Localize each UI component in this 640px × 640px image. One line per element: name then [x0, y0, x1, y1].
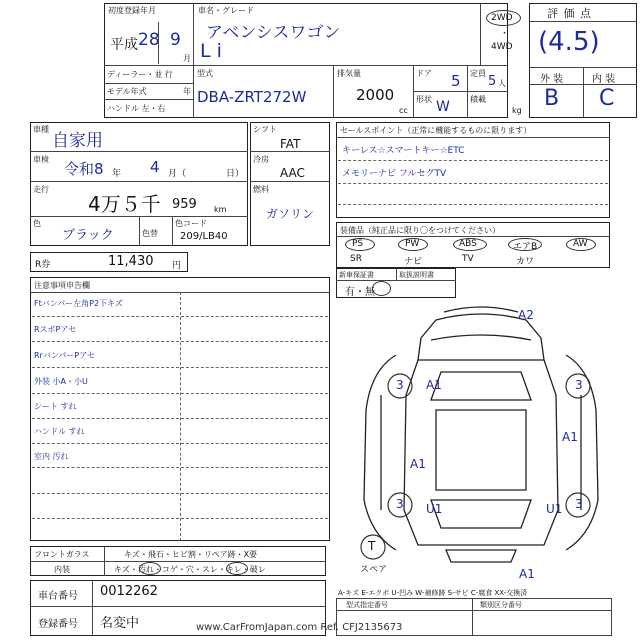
- interior-cond-label: 内装: [54, 565, 70, 574]
- score-value: (4.5): [538, 27, 600, 57]
- note-3: RrバンパーPアセ: [34, 351, 96, 360]
- car-name: アベンシスワゴン: [206, 23, 341, 43]
- displacement: 2000: [356, 86, 395, 104]
- selling-label: セールスポイント（正常に機能するものに限ります）: [340, 126, 532, 135]
- reg-number: 名変中: [100, 616, 140, 631]
- fuel: ガソリン: [266, 207, 315, 221]
- interior-cond-options: キズ・汚れ・コゲ・穴・スレ・キレ・破レ: [114, 565, 266, 574]
- damage-right-rear: U1: [546, 502, 563, 516]
- equip-leather: カワ: [516, 257, 535, 267]
- tire-rl: 3: [396, 497, 404, 511]
- equip-ps: PS: [352, 239, 364, 249]
- load-label: 積載: [470, 95, 486, 104]
- yen-unit: 円: [172, 261, 182, 271]
- equip-abs: ABS: [459, 239, 477, 249]
- handle-label: ハンドル 左・右: [107, 104, 166, 113]
- inspection-era: 令和8: [64, 160, 104, 178]
- recycle-label: R券: [35, 260, 51, 270]
- inspection-label: 車検: [33, 155, 49, 164]
- car-name-label: 車名・グレード: [198, 6, 254, 15]
- note-4: 外装 小A・小U: [34, 377, 88, 386]
- interior-label: 内 装: [592, 74, 616, 85]
- score-label: 評 価 点: [547, 7, 592, 20]
- mileage-label: 走行: [33, 185, 49, 194]
- car-damage-diagram: [336, 300, 626, 582]
- wear-circle: [226, 562, 248, 575]
- kg-unit: kg: [512, 106, 522, 115]
- note-5: シート すれ: [34, 402, 77, 411]
- cc-unit: cc: [399, 106, 408, 115]
- equipment-label: 装備品（純正品に限り〇をつけてください）: [340, 226, 500, 235]
- manual-label: 取扱説明書: [399, 271, 434, 279]
- year-unit: 年: [112, 169, 122, 179]
- front-glass-label: フロントガラス: [34, 550, 90, 559]
- damage-left-mid: A1: [410, 457, 426, 471]
- equip-aw: AW: [573, 239, 588, 249]
- exterior-label: 外 装: [540, 74, 564, 85]
- doors-label: ドア: [416, 69, 432, 78]
- category: 自家用: [52, 131, 103, 151]
- mileage-small: 959: [172, 197, 197, 212]
- note-6: ハンドル すれ: [34, 427, 85, 436]
- damage-left-rear: U1: [426, 502, 443, 516]
- dealer-label: ディーラー・並 行: [107, 70, 173, 79]
- equip-tv: TV: [462, 254, 474, 264]
- capacity: 5: [488, 74, 497, 89]
- reg-month: 9: [170, 30, 181, 50]
- spare-label: T: [368, 539, 376, 553]
- fuel-label: 燃料: [253, 185, 269, 194]
- tire-rr: 3: [575, 497, 583, 511]
- warranty-value: 有・無: [345, 287, 375, 298]
- drive-2wd: 2WD: [491, 13, 513, 23]
- shift: FAT: [280, 137, 301, 151]
- damage-bottom: A1: [519, 567, 535, 581]
- front-glass-options: キズ・飛石・ヒビ割・リペア跡・X要: [124, 550, 258, 559]
- shift-label: シフト: [253, 125, 277, 134]
- damage-legend: A-キズ E-エクボ U-凹み W-補修跡 S-サビ C-腐食 XX-交換済: [338, 589, 528, 597]
- capacity-unit: 人: [498, 79, 506, 88]
- exterior-score: B: [544, 86, 560, 111]
- watermark: www.CarFromJapan.com Ref. CFJ2135673: [196, 622, 403, 633]
- warranty-label: 新車保証書: [339, 271, 374, 279]
- reg-year: 28: [138, 30, 160, 50]
- note-7: 室内 汚れ: [34, 452, 69, 461]
- tire-fr: 3: [575, 378, 583, 392]
- dirty-circle: [139, 562, 161, 575]
- selling-line-2: メモリーナビ フルセグTV: [342, 169, 447, 179]
- damage-left-front: A1: [426, 378, 442, 392]
- color-code: 209/LB40: [180, 231, 228, 242]
- drive-dot: ・: [500, 29, 510, 39]
- lot-number: 0012262: [100, 584, 158, 599]
- equip-pw: PW: [405, 239, 420, 249]
- note-2: RスポPアセ: [34, 325, 77, 334]
- recycle-value: 11,430: [108, 254, 154, 269]
- mileage-big: 4万５千: [88, 192, 161, 216]
- shape: W: [436, 99, 450, 115]
- displacement-label: 排気量: [337, 69, 361, 78]
- damage-right-front: A1: [562, 430, 578, 444]
- grade: Li: [200, 40, 228, 62]
- inspection-month: 4: [150, 158, 160, 176]
- model-year-unit: 年: [183, 87, 191, 96]
- notes-label: 注意事項申告欄: [34, 281, 90, 290]
- model-year-label: モデル年式: [107, 87, 147, 96]
- color: ブラック: [62, 228, 114, 243]
- spare-text: スペア: [360, 565, 388, 575]
- warranty-none-circle: [372, 281, 391, 296]
- km-unit: km: [214, 205, 227, 214]
- damage-top: A2: [518, 308, 534, 322]
- form-label: 型式指定番号: [346, 601, 388, 609]
- aircon-label: 冷房: [253, 155, 269, 164]
- color-label: 色: [33, 219, 41, 228]
- equip-airbag: エアB: [513, 242, 538, 252]
- doors: 5: [451, 72, 461, 90]
- interior-score: C: [599, 86, 615, 111]
- first-reg-label: 初度登録年月: [108, 6, 156, 15]
- reg-era: 平成: [110, 37, 138, 53]
- selling-line-1: キーレス☆スマートキー☆ETC: [342, 146, 465, 156]
- drive-4wd: 4WD: [491, 42, 513, 52]
- aircon: AAC: [280, 166, 305, 180]
- category-label: 車種: [33, 125, 49, 134]
- note-1: Ftバンパー左角P2下キズ: [34, 299, 123, 308]
- model-type: DBA-ZRT272W: [197, 88, 307, 106]
- equip-navi: ナビ: [404, 257, 423, 267]
- tire-fl: 3: [396, 378, 404, 392]
- month-unit: 月: [183, 54, 191, 63]
- equip-sr: SR: [350, 254, 362, 264]
- reg-label: 登録番号: [38, 619, 78, 630]
- color-change-label: 色替: [142, 229, 158, 238]
- lot-label: 車台番号: [38, 591, 78, 602]
- day-paren: 日）: [226, 169, 245, 179]
- capacity-label: 定員: [470, 69, 486, 78]
- cat-label: 類別区分番号: [480, 601, 522, 609]
- model-type-label: 型式: [197, 69, 213, 78]
- color-code-label: 色コード: [175, 219, 207, 228]
- shape-label: 形状: [416, 95, 432, 104]
- month-paren: 月（: [168, 169, 187, 179]
